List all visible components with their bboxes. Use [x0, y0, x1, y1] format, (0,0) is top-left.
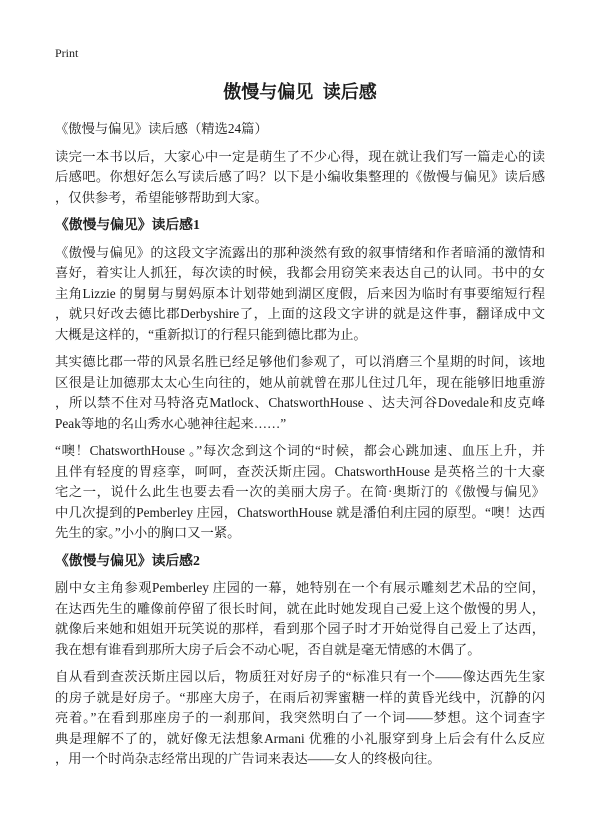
document-body: [55, 119, 545, 770]
text-line: 典是理解不了的，就好像无法想象Armani 优雅的小礼服穿到身上后会有什么反应: [55, 730, 545, 746]
text-line: ，用一个时尚杂志经常出现的广告词来表达——女人的终极向往。: [55, 751, 441, 766]
text-line: 喜好，着实让人抓狂，每次读的时候，我都会用窃笑来表达自己的认同。书中的女: [55, 265, 545, 280]
text-line: Peak等地的名山秀水心驰神往起来……”: [55, 415, 287, 431]
text-line: 《傲慢与偏见》的这段文字流露出的那种淡然有致的叙事情绪和作者暗涌的激情和: [55, 244, 545, 260]
text-line: 后感吧。你想好怎么写读后感了吗？以下是小编收集整理的《傲慢与偏见》读后感: [55, 169, 545, 184]
text-line: 自从看到查茨沃斯庄园以后，物质狂对好房子的“标准只有一个——像达西先生家: [55, 669, 545, 684]
print-link[interactable]: Print: [55, 46, 79, 60]
text-line: 其实德比郡一带的风景名胜已经足够他们参观了，可以消磨三个星期的时间，该地: [55, 354, 545, 369]
text-line: ，所以禁不住对马特洛克Matlock、ChatsworthHouse 、达夫河谷Dovedale和皮克峰: [55, 395, 545, 410]
text-line: 在达西先生的雕像前停留了很长时间，就在此时她发现自己爱上这个傲慢的男人，: [55, 600, 545, 616]
intro-paragraph: [55, 147, 545, 209]
text-line: 我在想有谁看到那所大房子后会不动心呢，否自就是毫无情感的木偶了。: [55, 641, 481, 657]
section-2-heading: 《傲慢与偏见》读后感2: [55, 552, 200, 568]
text-line: 读完一本书以后，大家心中一定是萌生了不少心得，现在就让我们写一篇走心的读: [55, 148, 545, 164]
text-line: ，仅供参考，希望能够帮助到大家。: [55, 189, 268, 205]
section-1-heading: 《傲慢与偏见》读后感1: [55, 217, 200, 232]
text-line: 亮着。”在看到那座房子的一刹那间，我突然明白了一个词——梦想。这个词查字: [55, 710, 545, 725]
text-line: 剧中女主角参观Pemberley 庄园的一幕，她特别在一个有展示雕刻艺术品的空间，: [55, 580, 545, 595]
text-line: 主角Lizzie 的舅舅与舅妈原本计划带她到湖区度假，后来因为临时有事要缩短行程: [55, 285, 545, 301]
text-line: “噢！ChatsworthHouse 。”每次念到这个词的“时候，都会心跳加速、血压上升，并: [55, 443, 545, 458]
section-1-paragraph-3: [55, 441, 545, 544]
text-line: 中几次提到的Pemberley 庄园，ChatsworthHouse 就是潘伯利庄园的原型。“噢！达西: [55, 504, 545, 520]
text-line: 的房子就是好房子。“那座大房子，在雨后初霁蜜糖一样的黄昏光线中，沉静的闪: [55, 689, 545, 705]
section-1-paragraph-2: [55, 352, 545, 434]
text-line: 就像后来她和姐姐开玩笑说的那样，看到那个园子时才开始觉得自己爱上了达西，: [55, 621, 545, 636]
document-title: 傲慢与偏见 读后感: [223, 82, 377, 102]
section-2-paragraph-1: [55, 578, 545, 660]
text-line: 且伴有轻度的胃痉挛，呵呵，查茨沃斯庄园。ChatsworthHouse 是英格兰的十大豪: [55, 463, 545, 479]
section-1-paragraph-1: [55, 243, 545, 346]
document-subtitle: 《傲慢与偏见》读后感（精选24篇）: [55, 121, 268, 136]
section-2-paragraph-2: [55, 667, 545, 770]
text-line: 宅之一，说什么此生也要去看一次的美丽大房子。在简·奥斯汀的《傲慢与偏见》: [55, 484, 545, 499]
text-line: ，就只好改去德比郡Derbyshire了，上面的这段文字讲的就是这件事，翻译成中文: [55, 306, 545, 321]
text-line: 先生的家。”小小的胸口又一紧。: [55, 525, 241, 540]
text-line: 大概是这样的，“重新拟订的行程只能到德比郡为止。: [55, 326, 367, 342]
text-line: 区很是让加德那太太心生向往的，她从前就曾在那儿住过几年，现在能够旧地重游: [55, 374, 545, 390]
